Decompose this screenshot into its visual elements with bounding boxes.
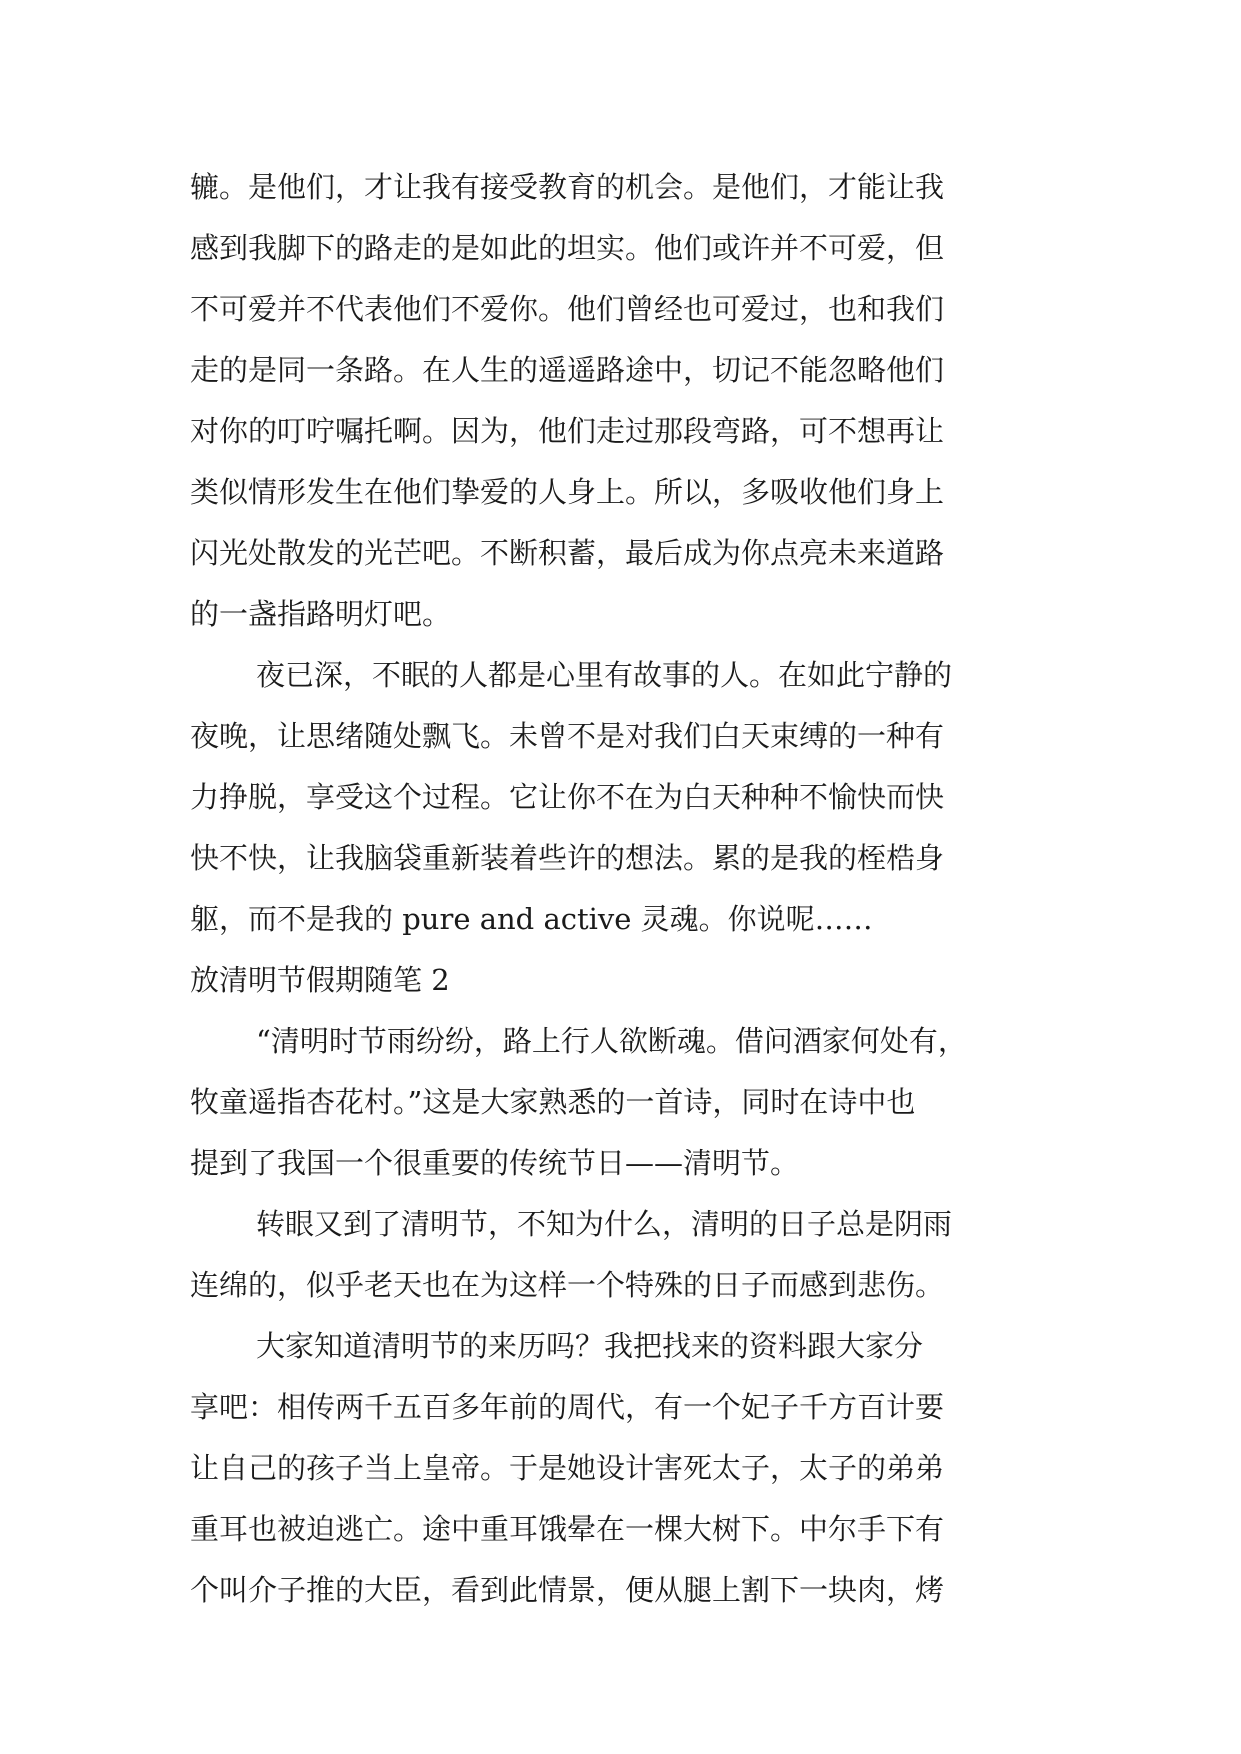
text-line: 个叫介子推的大臣，看到此情景，便从腿上割下一块肉，烤: [190, 1573, 945, 1607]
paragraph-first-line: “清明时节雨纷纷，路上行人欲断魂。借问酒家何处有，: [256, 1024, 967, 1058]
text-line: 牧童遥指杏花村。”这是大家熟悉的一首诗，同时在诗中也: [190, 1085, 916, 1119]
section-heading: 放清明节假期随笔 2: [190, 963, 450, 997]
text-line: 提到了我国一个很重要的传统节日——清明节。: [190, 1146, 800, 1180]
paragraph-first-line: 大家知道清明节的来历吗？我把找来的资料跟大家分: [256, 1329, 924, 1363]
text-line: 连绵的，似乎老天也在为这样一个特殊的日子而感到悲伤。: [190, 1268, 945, 1302]
paragraph-first-line: 转眼又到了清明节，不知为什么，清明的日子总是阴雨: [256, 1207, 953, 1241]
text-line: 重耳也被迫逃亡。途中重耳饿晕在一棵大树下。中尔手下有: [190, 1512, 945, 1546]
text-line: 享吧：相传两千五百多年前的周代，有一个妃子千方百计要: [190, 1390, 945, 1424]
text-line: 躯，而不是我的 pure and active 灵魂。你说呢……: [190, 902, 873, 936]
text-line: 不可爱并不代表他们不爱你。他们曾经也可爱过，也和我们: [190, 292, 945, 326]
text-line: 对你的叮咛嘱托啊。因为，他们走过那段弯路，可不想再让: [190, 414, 945, 448]
text-line: 快不快，让我脑袋重新装着些许的想法。累的是我的桎梏身: [190, 841, 945, 875]
document-body: [190, 157, 1060, 1621]
text-line: 辘。是他们，才让我有接受教育的机会。是他们，才能让我: [190, 170, 945, 204]
text-line: 力挣脱，享受这个过程。它让你不在为白天种种不愉快而快: [190, 780, 945, 814]
text-line: 让自己的孩子当上皇帝。于是她设计害死太子，太子的弟弟: [190, 1451, 945, 1485]
text-line: 类似情形发生在他们挚爱的人身上。所以，多吸收他们身上: [190, 475, 945, 509]
paragraph-first-line: 夜已深，不眠的人都是心里有故事的人。在如此宁静的: [256, 658, 953, 692]
text-line: 闪光处散发的光芒吧。不断积蓄，最后成为你点亮未来道路: [190, 536, 945, 570]
text-line: 的一盏指路明灯吧。: [190, 597, 452, 631]
text-line: 夜晚，让思绪随处飘飞。未曾不是对我们白天束缚的一种有: [190, 719, 945, 753]
text-line: 走的是同一条路。在人生的遥遥路途中，切记不能忽略他们: [190, 353, 945, 387]
text-line: 感到我脚下的路走的是如此的坦实。他们或许并不可爱，但: [190, 231, 945, 265]
